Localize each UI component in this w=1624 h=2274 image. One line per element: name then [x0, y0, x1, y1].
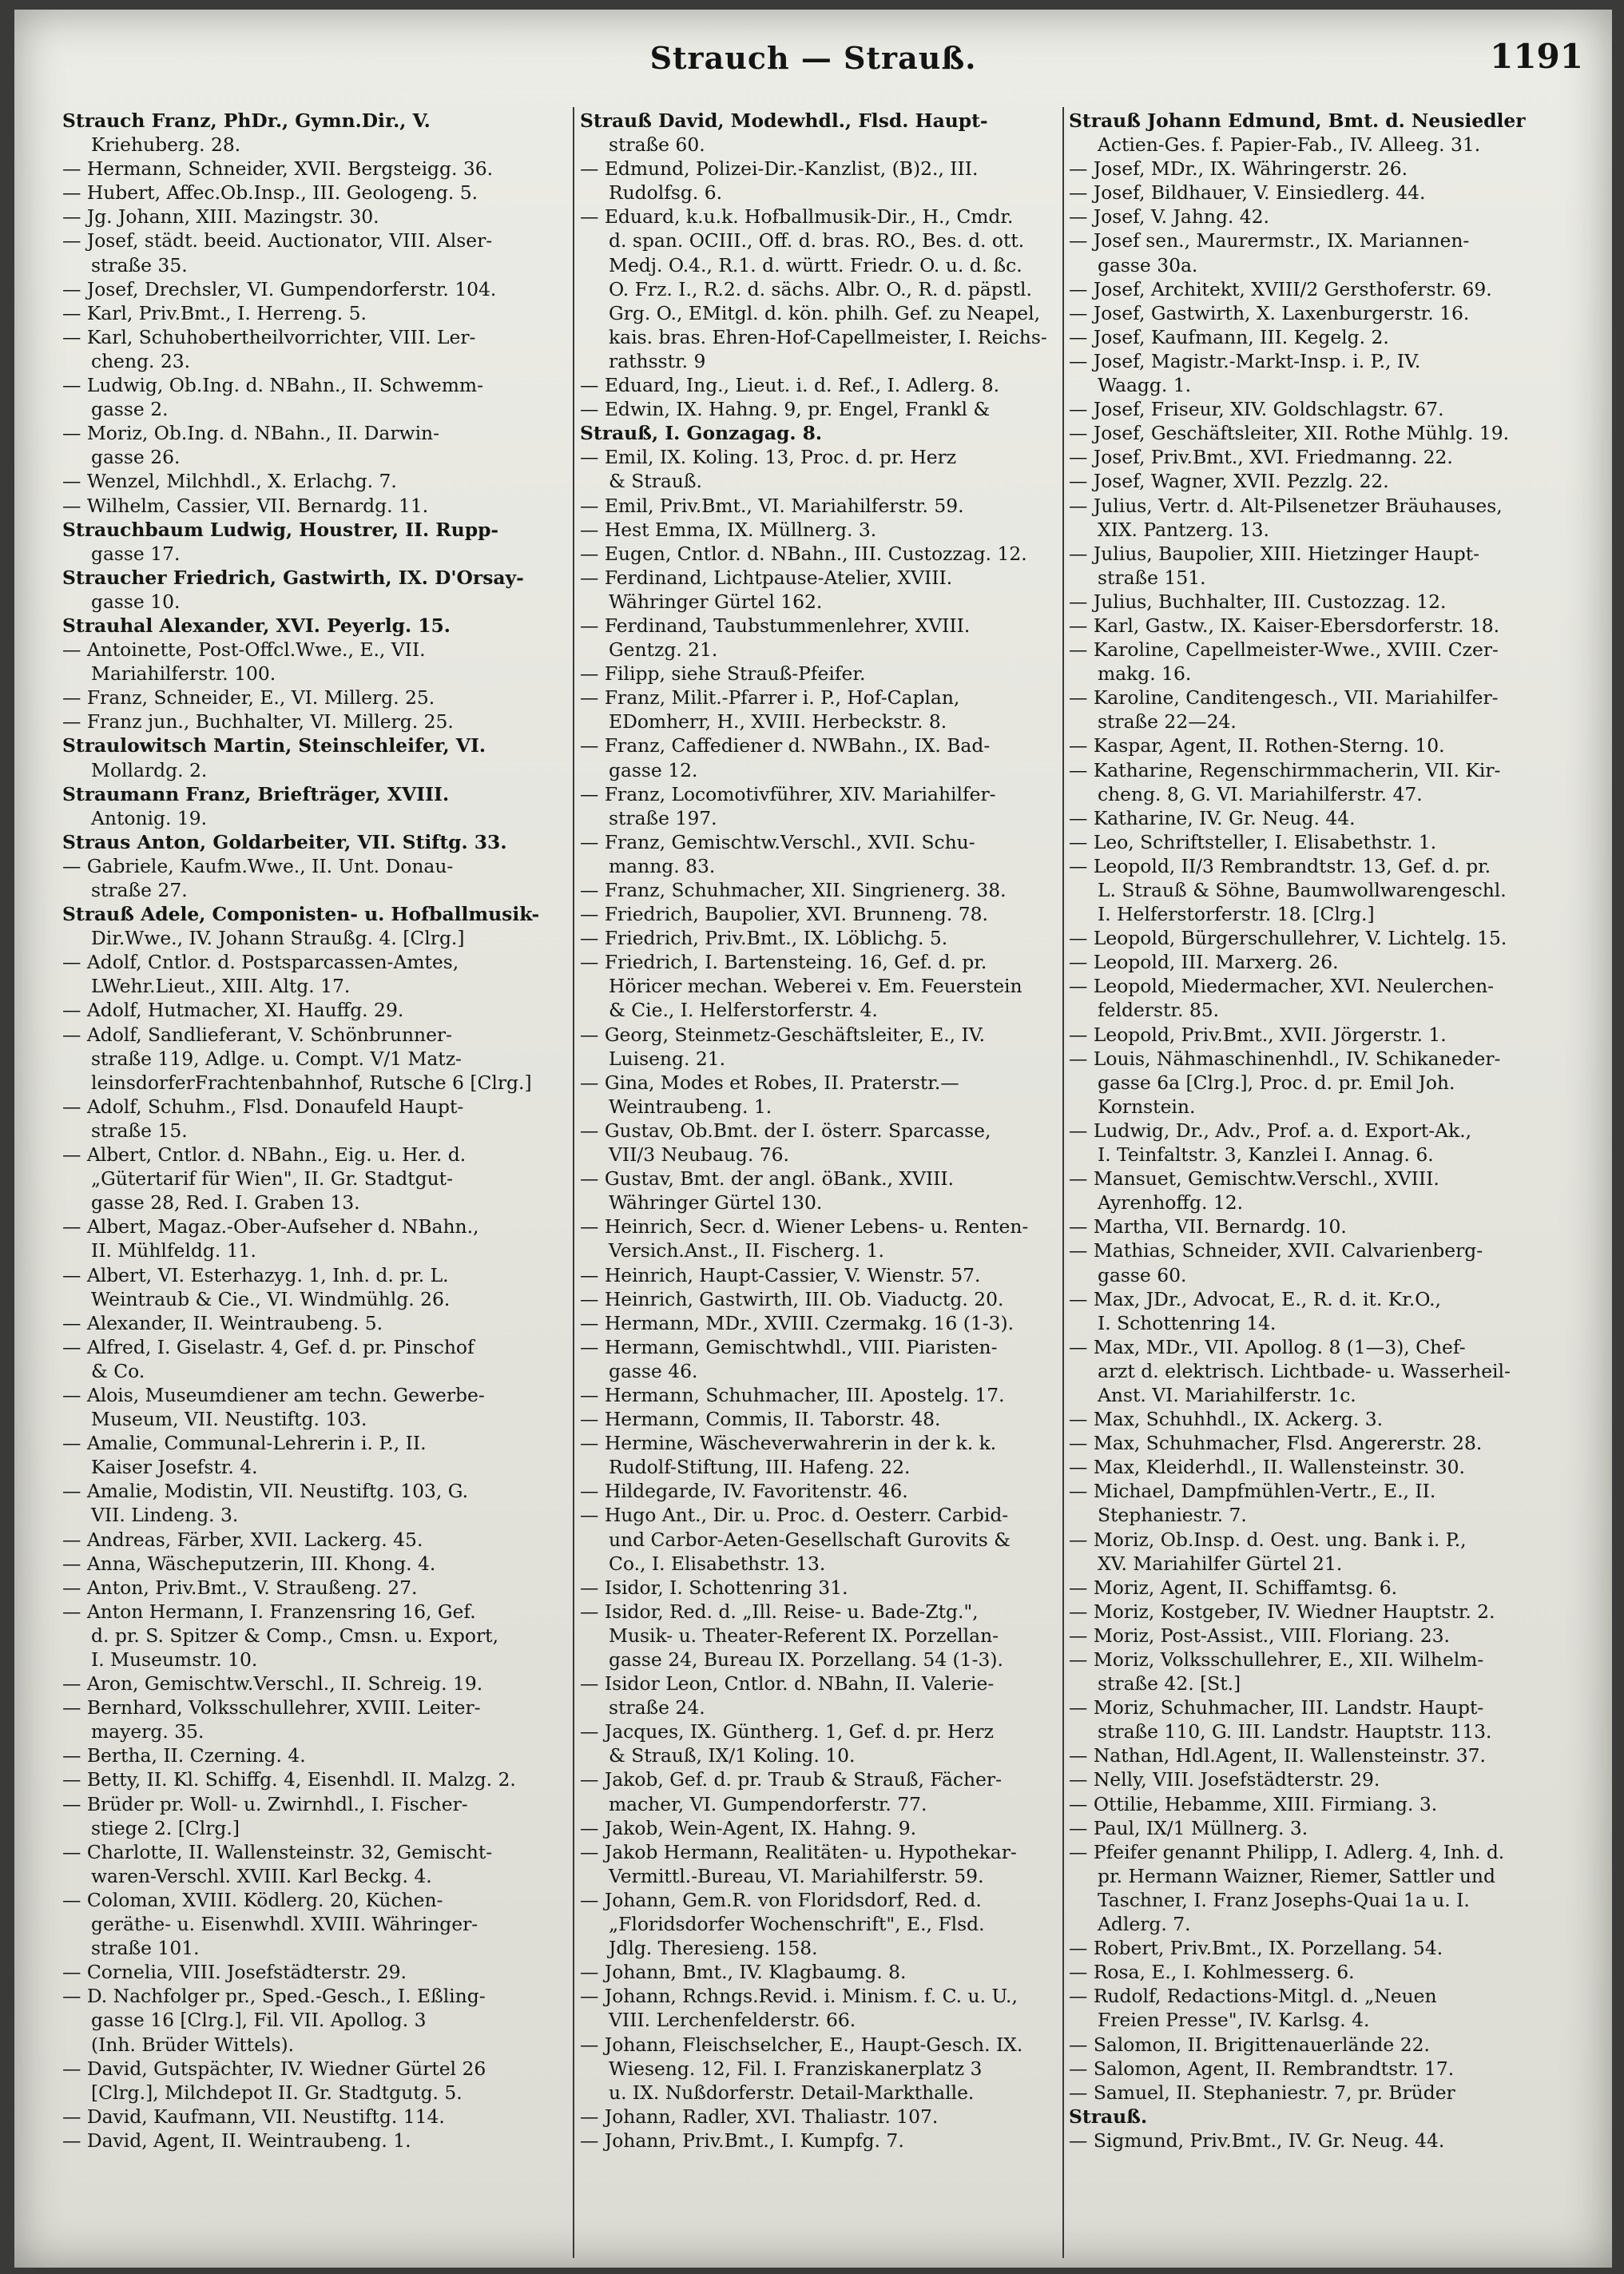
directory-line: EDomherr, H., XVIII. Herbeckstr. 8. — [609, 710, 947, 733]
directory-line: — Eduard, Ing., Lieut. i. d. Ref., I. Adlerg. 8. — [580, 374, 1000, 397]
directory-line: — Betty, II. Kl. Schiffg. 4, Eisenhdl. II. Malzg. 2. — [62, 1768, 516, 1791]
directory-line: gasse 2. — [91, 398, 169, 421]
directory-line: — Wilhelm, Cassier, VII. Bernardg. 11. — [62, 494, 429, 517]
directory-line: — Heinrich, Gastwirth, III. Ob. Viaductg. 20. — [580, 1287, 1004, 1310]
directory-line: — Edwin, IX. Hahng. 9, pr. Engel, Frankl & — [580, 398, 991, 421]
directory-line: — Katharine, Regenschirmmacherin, VII. Kir- — [1069, 758, 1501, 781]
directory-line: — Julius, Buchhalter, III. Custozzag. 12. — [1069, 590, 1447, 613]
directory-line: straße 119, Adlge. u. Compt. V/1 Matz- — [91, 1047, 462, 1070]
directory-line: — Leopold, Priv.Bmt., XVII. Jörgerstr. 1. — [1069, 1023, 1447, 1046]
directory-line: „Gütertarif für Wien", II. Gr. Stadtgut- — [91, 1167, 453, 1191]
directory-line: — Johann, Priv.Bmt., I. Kumpfg. 7. — [580, 2129, 904, 2152]
directory-line: Ayrenhoffg. 12. — [1098, 1191, 1244, 1215]
directory-line: Grg. O., EMitgl. d. kön. philh. Gef. zu Neapel, — [609, 301, 1041, 324]
directory-line: — Rosa, E., I. Kohlmesserg. 6. — [1069, 1961, 1355, 1984]
directory-line: — Bernhard, Volksschullehrer, XVIII. Leiter- — [62, 1696, 481, 1719]
directory-line: — Josef, Drechsler, VI. Gumpendorferstr. 104. — [62, 277, 497, 300]
directory-line: Strauß Johann Edmund, Bmt. d. Neusiedler — [1069, 109, 1526, 132]
directory-line: Antonig. 19. — [91, 806, 208, 829]
directory-line: Währinger Gürtel 130. — [609, 1191, 823, 1215]
directory-line: Strauhal Alexander, XVI. Peyerlg. 15. — [62, 614, 451, 637]
directory-line: — Gabriele, Kaufm.Wwe., II. Unt. Donau- — [62, 854, 454, 877]
directory-line: straße 15. — [91, 1119, 188, 1142]
directory-line: — Hermann, MDr., XVIII. Czermakg. 16 (1-3). — [580, 1311, 1015, 1334]
directory-line: — Nathan, Hdl.Agent, II. Wallensteinstr. 37. — [1069, 1744, 1486, 1767]
directory-line: straße 27. — [91, 879, 188, 901]
directory-line: waren-Verschl. XVIII. Karl Beckg. 4. — [91, 1864, 432, 1887]
directory-line: Kaiser Josefstr. 4. — [91, 1456, 258, 1479]
directory-line: geräthe- u. Eisenwhdl. XVIII. Währinger- — [91, 1913, 478, 1936]
directory-line: — Amalie, Communal-Lehrerin i. P., II. — [62, 1432, 427, 1455]
directory-line: Strauchbaum Ludwig, Houstrer, II. Rupp- — [62, 518, 499, 541]
directory-line: & Cie., I. Helferstorferstr. 4. — [609, 999, 878, 1022]
directory-line: — Josef, städt. beeid. Auctionator, VIII. Alser- — [62, 229, 493, 252]
directory-line: felderstr. 85. — [1098, 999, 1220, 1022]
directory-line: — Josef, Bildhauer, V. Einsiedlerg. 44. — [1069, 181, 1426, 205]
directory-line: cheng. 23. — [91, 349, 191, 372]
directory-line: und Carbor-Aeten-Gesellschaft Gurovits & — [609, 1528, 1011, 1551]
directory-line: — Amalie, Modistin, VII. Neustiftg. 103, G. — [62, 1480, 469, 1503]
directory-line: arzt d. elektrisch. Lichtbade- u. Wasserheil- — [1098, 1359, 1511, 1382]
directory-line: VIII. Lerchenfelderstr. 66. — [609, 2009, 856, 2032]
directory-line: — Isidor, I. Schottenring 31. — [580, 1576, 848, 1599]
directory-line: II. Mühlfeldg. 11. — [91, 1239, 256, 1262]
directory-line: — Josef, Priv.Bmt., XVI. Friedmanng. 22. — [1069, 446, 1453, 469]
directory-line: — Josef, Kaufmann, III. Kegelg. 2. — [1069, 325, 1389, 348]
directory-line: gasse 16 [Clrg.], Fil. VII. Apollog. 3 — [91, 2009, 427, 2032]
directory-line: — Adolf, Cntlor. d. Postsparcassen-Amtes, — [62, 951, 459, 974]
directory-line: Straulowitsch Martin, Steinschleifer, VI. — [62, 734, 486, 757]
directory-line: — Leopold, Miedermacher, XVI. Neulerchen- — [1069, 975, 1495, 998]
directory-line: manng. 83. — [609, 854, 716, 877]
directory-line: — Alfred, I. Giselastr. 4, Gef. d. pr. Pinschof — [62, 1335, 474, 1358]
directory-line: rathsstr. 9 — [609, 349, 706, 372]
directory-line: d. pr. S. Spitzer & Comp., Cmsn. u. Export, — [91, 1624, 499, 1647]
directory-page — [14, 10, 1612, 2268]
directory-line: Freien Presse", IV. Karlsg. 4. — [1098, 2009, 1370, 2032]
directory-line: [Clrg.], Milchdepot II. Gr. Stadtgutg. 5. — [91, 2081, 463, 2104]
directory-line: mayerg. 35. — [91, 1720, 204, 1743]
directory-line: Straumann Franz, Briefträger, XVIII. — [62, 782, 450, 805]
directory-line: I. Teinfaltstr. 3, Kanzlei I. Annag. 6. — [1098, 1143, 1434, 1167]
directory-line: — Jg. Johann, XIII. Mazingstr. 30. — [62, 205, 379, 229]
directory-line: Versich.Anst., II. Fischerg. 1. — [609, 1239, 884, 1262]
directory-line: Strauß David, Modewhdl., Flsd. Haupt- — [580, 109, 988, 132]
directory-line: — Antoinette, Post-Offcl.Wwe., E., VII. — [62, 638, 426, 662]
directory-line: — Franz, Locomotivführer, XIV. Mariahilfer- — [580, 782, 996, 805]
directory-line: Vermittl.-Bureau, VI. Mariahilferstr. 59. — [609, 1864, 984, 1887]
directory-line: pr. Hermann Waizner, Riemer, Sattler und — [1098, 1864, 1495, 1887]
directory-line: — Ottilie, Hebamme, XIII. Firmiang. 3. — [1069, 1792, 1438, 1815]
directory-line: — Isidor Leon, Cntlor. d. NBahn, II. Valerie- — [580, 1672, 995, 1696]
directory-line: straße 22—24. — [1098, 710, 1237, 733]
directory-line: — David, Agent, II. Weintraubeng. 1. — [62, 2129, 411, 2152]
directory-line: — Adolf, Sandlieferant, V. Schönbrunner- — [62, 1023, 453, 1046]
directory-line: — Friedrich, Priv.Bmt., IX. Löblichg. 5. — [580, 927, 948, 950]
directory-line: gasse 12. — [609, 758, 698, 781]
directory-line: — Julius, Baupolier, XIII. Hietzinger Haupt- — [1069, 542, 1480, 565]
directory-line: — Jakob Hermann, Realitäten- u. Hypothekar- — [580, 1840, 1017, 1863]
directory-line: — Moriz, Kostgeber, IV. Wiedner Hauptstr. 2. — [1069, 1600, 1495, 1623]
directory-line: kais. bras. Ehren-Hof-Capellmeister, I. Reichs- — [609, 325, 1047, 348]
directory-line: Stephaniestr. 7. — [1098, 1504, 1247, 1527]
directory-line: straße 151. — [1098, 566, 1206, 589]
directory-line: Mariahilferstr. 100. — [91, 662, 276, 686]
directory-line: XV. Mariahilfer Gürtel 21. — [1098, 1552, 1343, 1575]
directory-line: — Albert, VI. Esterhazyg. 1, Inh. d. pr. L. — [62, 1263, 449, 1286]
directory-line: makg. 16. — [1098, 662, 1192, 686]
directory-line: — Karl, Gastw., IX. Kaiser-Ebersdorferstr. 18. — [1069, 614, 1500, 637]
directory-line: — Josef, Wagner, XVII. Pezzlg. 22. — [1069, 470, 1389, 493]
directory-line: & Strauß, IX/1 Koling. 10. — [609, 1744, 856, 1767]
directory-line: Anst. VI. Mariahilferstr. 1c. — [1098, 1383, 1356, 1406]
directory-line: — Max, Schuhmacher, Flsd. Angererstr. 28. — [1069, 1432, 1483, 1455]
directory-line: — Max, Kleiderhdl., II. Wallensteinstr. 30. — [1069, 1456, 1465, 1479]
directory-line: Straucher Friedrich, Gastwirth, IX. D'Orsay- — [62, 566, 524, 589]
directory-line: gasse 26. — [91, 446, 181, 469]
directory-line: macher, VI. Gumpendorferstr. 77. — [609, 1792, 927, 1815]
directory-line: — Salomon, II. Brigittenauerlände 22. — [1069, 2033, 1430, 2056]
directory-line: — Johann, Rchngs.Revid. i. Minism. f. C. u. U., — [580, 1985, 1018, 2008]
directory-line: — Leopold, II/3 Rembrandtstr. 13, Gef. d. pr. — [1069, 854, 1491, 877]
directory-line: Waagg. 1. — [1098, 374, 1192, 397]
directory-line: — Emil, Priv.Bmt., VI. Mariahilferstr. 59. — [580, 494, 964, 517]
directory-line: — Anna, Wäscheputzerin, III. Khong. 4. — [62, 1552, 436, 1575]
directory-line: Museum, VII. Neustiftg. 103. — [91, 1408, 367, 1431]
directory-line: — Gustav, Bmt. der angl. öBank., XVIII. — [580, 1167, 955, 1191]
directory-line: — Hest Emma, IX. Müllnerg. 3. — [580, 518, 877, 541]
directory-line: — Max, JDr., Advocat, E., R. d. it. Kr.O., — [1069, 1287, 1441, 1310]
directory-line: & Strauß. — [609, 470, 702, 493]
directory-line: XIX. Pantzerg. 13. — [1098, 518, 1269, 541]
directory-line: — Leo, Schriftsteller, I. Elisabethstr. 1. — [1069, 830, 1437, 853]
directory-line: Höricer mechan. Weberei v. Em. Feuerstein — [609, 975, 1022, 998]
directory-line: — Brüder pr. Woll- u. Zwirnhdl., I. Fischer- — [62, 1792, 468, 1815]
directory-line: straße 101. — [91, 1937, 200, 1960]
directory-line: — Anton, Priv.Bmt., V. Straußeng. 27. — [62, 1576, 418, 1599]
directory-line: — Gustav, Ob.Bmt. der I. österr. Sparcasse, — [580, 1119, 991, 1142]
directory-line: — Eugen, Cntlor. d. NBahn., III. Custozzag. 12. — [580, 542, 1027, 565]
directory-line: — Franz, Schneider, E., VI. Millerg. 25. — [62, 686, 435, 710]
directory-line: & Co. — [91, 1359, 145, 1382]
directory-line: — Rudolf, Redactions-Mitgl. d. „Neuen — [1069, 1985, 1437, 2008]
directory-line: Rudolf-Stiftung, III. Hafeng. 22. — [609, 1456, 911, 1479]
directory-line: Mollardg. 2. — [91, 758, 208, 781]
directory-line: — Ludwig, Dr., Adv., Prof. a. d. Export-Ak., — [1069, 1119, 1472, 1142]
directory-line: — Isidor, Red. d. „Ill. Reise- u. Bade-Ztg.", — [580, 1600, 979, 1623]
directory-line: Jdlg. Theresieng. 158. — [609, 1937, 818, 1960]
directory-line: — Robert, Priv.Bmt., IX. Porzellang. 54. — [1069, 1937, 1443, 1960]
directory-line: — Johann, Gem.R. von Floridsdorf, Red. d. — [580, 1888, 982, 1911]
directory-line: gasse 6a [Clrg.], Proc. d. pr. Emil Joh. — [1098, 1071, 1455, 1094]
directory-line: Straus Anton, Goldarbeiter, VII. Stiftg. 33. — [62, 830, 507, 853]
directory-line: — Adolf, Schuhm., Flsd. Donaufeld Haupt- — [62, 1095, 464, 1118]
directory-line: — Edmund, Polizei-Dir.-Kanzlist, (B)2., III. — [580, 157, 979, 181]
directory-line: — Paul, IX/1 Müllnerg. 3. — [1069, 1816, 1308, 1839]
directory-line: — Jacques, IX. Güntherg. 1, Gef. d. pr. Herz — [580, 1720, 994, 1743]
directory-line: — Michael, Dampfmühlen-Vertr., E., II. — [1069, 1480, 1436, 1503]
directory-line: — Friedrich, Baupolier, XVI. Brunneng. 78. — [580, 903, 988, 926]
directory-line: Währinger Gürtel 162. — [609, 590, 823, 613]
directory-line: Strauch Franz, PhDr., Gymn.Dir., V. — [62, 109, 431, 132]
directory-line: — Katharine, IV. Gr. Neug. 44. — [1069, 806, 1356, 829]
directory-line: — David, Kaufmann, VII. Neustiftg. 114. — [62, 2105, 445, 2128]
directory-line: — David, Gutspächter, IV. Wiedner Gürtel 26 — [62, 2057, 486, 2080]
directory-line: — Andreas, Färber, XVII. Lackerg. 45. — [62, 1528, 423, 1551]
directory-line: gasse 28, Red. I. Graben 13. — [91, 1191, 360, 1215]
directory-line: gasse 24, Bureau IX. Porzellang. 54 (1-3). — [609, 1648, 1003, 1671]
directory-line: (Inh. Brüder Wittels). — [91, 2033, 295, 2056]
directory-line: — Hildegarde, IV. Favoritenstr. 46. — [580, 1480, 908, 1503]
page-title: Strauch — Strauß. — [649, 40, 977, 76]
page-number: 1191 — [1490, 37, 1583, 76]
directory-line: — Josef, Friseur, XIV. Goldschlagstr. 67. — [1069, 398, 1444, 421]
directory-line: — Franz, Milit.-Pfarrer i. P., Hof-Caplan, — [580, 686, 960, 710]
directory-line: — Cornelia, VIII. Josefstädterstr. 29. — [62, 1961, 407, 1984]
directory-line: — Hermann, Commis, II. Taborstr. 48. — [580, 1408, 941, 1431]
directory-line: Adlerg. 7. — [1098, 1913, 1191, 1936]
directory-line: Medj. O.4., R.1. d. württ. Friedr. O. u. d. ßc. — [609, 253, 1022, 276]
directory-line: — Hermann, Gemischtwhdl., VIII. Piaristen- — [580, 1335, 998, 1358]
column-divider — [573, 107, 574, 2258]
directory-line: Wieseng. 12, Fil. I. Franziskanerplatz 3 — [609, 2057, 983, 2080]
directory-line: — Aron, Gemischtw.Verschl., II. Schreig. 19. — [62, 1672, 483, 1696]
directory-line: — Johann, Bmt., IV. Klagbaumg. 8. — [580, 1961, 907, 1984]
directory-line: gasse 17. — [91, 542, 181, 565]
directory-line: gasse 60. — [1098, 1263, 1187, 1286]
directory-line: I. Helferstorferstr. 18. [Clrg.] — [1098, 903, 1375, 926]
directory-line: — Franz, Schuhmacher, XII. Singrienerg. 38. — [580, 879, 1007, 901]
directory-line: — Ludwig, Ob.Ing. d. NBahn., II. Schwemm- — [62, 374, 484, 397]
directory-line: — Martha, VII. Bernardg. 10. — [1069, 1215, 1347, 1238]
directory-line: Co., I. Elisabethstr. 13. — [609, 1552, 826, 1575]
directory-line: — Hugo Ant., Dir. u. Proc. d. Oesterr. Carbid- — [580, 1504, 1009, 1527]
directory-line: leinsdorferFrachtenbahnhof, Rutsche 6 [Clrg.] — [91, 1071, 532, 1094]
directory-line: Kriehuberg. 28. — [91, 133, 241, 157]
directory-line: — Hermann, Schuhmacher, III. Apostelg. 17. — [580, 1383, 1005, 1406]
directory-line: — Alois, Museumdiener am techn. Gewerbe- — [62, 1383, 485, 1406]
directory-line: — Gina, Modes et Robes, II. Praterstr.— — [580, 1071, 959, 1094]
directory-line: Dir.Wwe., IV. Johann Straußg. 4. [Clrg.] — [91, 927, 465, 950]
directory-line: — Ferdinand, Taubstummenlehrer, XVIII. — [580, 614, 971, 637]
directory-line: — Albert, Cntlor. d. NBahn., Eig. u. Her. d. — [62, 1143, 467, 1167]
directory-line: — Nelly, VIII. Josefstädterstr. 29. — [1069, 1768, 1380, 1791]
directory-line: Actien-Ges. f. Papier-Fab., IV. Alleeg. 31. — [1098, 133, 1481, 157]
directory-line: — Emil, IX. Koling. 13, Proc. d. pr. Herz — [580, 446, 957, 469]
directory-line: — Moriz, Volksschullehrer, E., XII. Wilhelm- — [1069, 1648, 1484, 1671]
directory-line: — Jakob, Gef. d. pr. Traub & Strauß, Fächer- — [580, 1768, 1003, 1791]
directory-line: — Karl, Schuhobertheilvorrichter, VIII. Ler- — [62, 325, 476, 348]
directory-line: straße 24. — [609, 1696, 705, 1719]
directory-line: Gentzg. 21. — [609, 638, 718, 662]
directory-line: — Johann, Fleischselcher, E., Haupt-Gesch. IX. — [580, 2033, 1023, 2056]
directory-line: — D. Nachfolger pr., Sped.-Gesch., I. Eßling- — [62, 1985, 486, 2008]
directory-line: — Moriz, Ob.Insp. d. Oest. ung. Bank i. P., — [1069, 1528, 1467, 1551]
directory-line: — Salomon, Agent, II. Rembrandtstr. 17. — [1069, 2057, 1455, 2080]
directory-line: — Johann, Radler, XVI. Thaliastr. 107. — [580, 2105, 939, 2128]
directory-line: cheng. 8, G. VI. Mariahilferstr. 47. — [1098, 782, 1423, 805]
directory-line: Taschner, I. Franz Josephs-Quai 1a u. I. — [1098, 1888, 1470, 1911]
directory-line: — Max, MDr., VII. Apollog. 8 (1—3), Chef- — [1069, 1335, 1466, 1358]
directory-line: — Alexander, II. Weintraubeng. 5. — [62, 1311, 383, 1334]
column-left — [62, 109, 567, 2258]
directory-line: straße 197. — [609, 806, 717, 829]
directory-line: — Moriz, Ob.Ing. d. NBahn., II. Darwin- — [62, 422, 440, 445]
directory-line: — Jakob, Wein-Agent, IX. Hahng. 9. — [580, 1816, 917, 1839]
directory-line: — Kaspar, Agent, II. Rothen-Sterng. 10. — [1069, 734, 1445, 757]
directory-line: — Coloman, XVIII. Ködlerg. 20, Küchen- — [62, 1888, 443, 1911]
directory-line: Strauß. — [1069, 2105, 1148, 2128]
directory-line: — Filipp, siehe Strauß-Pfeifer. — [580, 662, 866, 686]
directory-line: — Albert, Magaz.-Ober-Aufseher d. NBahn., — [62, 1215, 479, 1238]
directory-line: — Hermann, Schneider, XVII. Bergsteigg. 36. — [62, 157, 494, 181]
directory-line: — Wenzel, Milchhdl., X. Erlachg. 7. — [62, 470, 397, 493]
directory-line: — Heinrich, Haupt-Cassier, V. Wienstr. 57. — [580, 1263, 981, 1286]
directory-line: — Josef, Magistr.-Markt-Insp. i. P., IV. — [1069, 349, 1421, 372]
directory-line: — Josef sen., Maurermstr., IX. Mariannen- — [1069, 229, 1470, 252]
directory-line: — Franz, Gemischtw.Verschl., XVII. Schu- — [580, 830, 975, 853]
directory-line: — Anton Hermann, I. Franzensring 16, Gef. — [62, 1600, 476, 1623]
directory-line: „Floridsdorfer Wochenschrift", E., Flsd. — [609, 1913, 985, 1936]
directory-line: gasse 10. — [91, 590, 181, 613]
directory-line: — Max, Schuhhdl., IX. Ackerg. 3. — [1069, 1408, 1384, 1431]
directory-line: — Georg, Steinmetz-Geschäftsleiter, E., IV. — [580, 1023, 986, 1046]
directory-line: LWehr.Lieut., XIII. Altg. 17. — [91, 975, 351, 998]
directory-line: — Hermine, Wäscheverwahrerin in der k. k. — [580, 1432, 997, 1455]
column-divider — [1062, 107, 1064, 2258]
directory-line: Luiseng. 21. — [609, 1047, 726, 1070]
directory-line: — Karl, Priv.Bmt., I. Herreng. 5. — [62, 301, 367, 324]
directory-line: L. Strauß & Söhne, Baumwollwarengeschl. — [1098, 879, 1507, 901]
directory-line: O. Frz. I., R.2. d. sächs. Albr. O., R. d. päpstl. — [609, 277, 1032, 300]
directory-line: d. span. OCIII., Off. d. bras. RO., Bes. d. ott. — [609, 229, 1025, 252]
directory-line: — Friedrich, I. Bartensteing. 16, Gef. d. pr. — [580, 951, 987, 974]
directory-line: — Heinrich, Secr. d. Wiener Lebens- u. Renten- — [580, 1215, 1029, 1238]
directory-line: Strauß, I. Gonzagag. 8. — [580, 422, 823, 445]
directory-line: — Adolf, Hutmacher, XI. Hauffg. 29. — [62, 999, 404, 1022]
directory-line: I. Schottenring 14. — [1098, 1311, 1277, 1334]
directory-line: — Moriz, Agent, II. Schiffamtsg. 6. — [1069, 1576, 1398, 1599]
directory-line: — Sigmund, Priv.Bmt., IV. Gr. Neug. 44. — [1069, 2129, 1445, 2152]
directory-line: Weintraub & Cie., VI. Windmühlg. 26. — [91, 1287, 451, 1310]
directory-line: straße 60. — [609, 133, 705, 157]
directory-line: Musik- u. Theater-Referent IX. Porzellan- — [609, 1624, 999, 1647]
directory-line: — Josef, MDr., IX. Währingerstr. 26. — [1069, 157, 1408, 181]
directory-line: VII/3 Neubaug. 76. — [609, 1143, 789, 1167]
directory-line: — Franz, Caffediener d. NWBahn., IX. Bad- — [580, 734, 991, 757]
directory-line: — Julius, Vertr. d. Alt-Pilsenetzer Bräuhauses, — [1069, 494, 1503, 517]
directory-line: Weintraubeng. 1. — [609, 1095, 772, 1118]
column-right — [1069, 109, 1588, 2258]
directory-line: — Leopold, III. Marxerg. 26. — [1069, 951, 1339, 974]
directory-line: straße 42. [St.] — [1098, 1672, 1241, 1696]
directory-line: — Mansuet, Gemischtw.Verschl., XVIII. — [1069, 1167, 1439, 1191]
directory-line: gasse 46. — [609, 1359, 698, 1382]
directory-line: — Eduard, k.u.k. Hofballmusik-Dir., H., Cmdr. — [580, 205, 1014, 229]
directory-line: — Josef, V. Jahng. 42. — [1069, 205, 1269, 229]
directory-line: Kornstein. — [1098, 1095, 1196, 1118]
directory-line: — Mathias, Schneider, XVII. Calvarienberg- — [1069, 1239, 1483, 1262]
directory-line: Strauß Adele, Componisten- u. Hofballmusik- — [62, 903, 540, 926]
directory-line: — Leopold, Bürgerschullehrer, V. Lichtelg. 15. — [1069, 927, 1507, 950]
directory-line: — Josef, Geschäftsleiter, XII. Rothe Mühlg. 19. — [1069, 422, 1510, 445]
directory-line: straße 35. — [91, 253, 188, 276]
directory-line: stiege 2. [Clrg.] — [91, 1816, 240, 1839]
directory-line: — Samuel, II. Stephaniestr. 7, pr. Brüder — [1069, 2081, 1455, 2104]
directory-line: — Ferdinand, Lichtpause-Atelier, XVIII. — [580, 566, 953, 589]
directory-line: — Josef, Architekt, XVIII/2 Gersthoferstr. 69. — [1069, 277, 1492, 300]
directory-line: u. IX. Nußdorferstr. Detail-Markthalle. — [609, 2081, 975, 2104]
directory-line: Rudolfsg. 6. — [609, 181, 723, 205]
directory-line: — Karoline, Capellmeister-Wwe., XVIII. Czer- — [1069, 638, 1499, 662]
directory-line: VII. Lindeng. 3. — [91, 1504, 239, 1527]
directory-line: — Charlotte, II. Wallensteinstr. 32, Gemischt- — [62, 1840, 493, 1863]
directory-line: — Moriz, Post-Assist., VIII. Floriang. 23. — [1069, 1624, 1450, 1647]
column-middle — [580, 109, 1056, 2258]
directory-line: — Louis, Nähmaschinenhdl., IV. Schikaneder- — [1069, 1047, 1501, 1070]
directory-line: — Moriz, Schuhmacher, III. Landstr. Haupt- — [1069, 1696, 1484, 1719]
directory-line: straße 110, G. III. Landstr. Hauptstr. 113. — [1098, 1720, 1492, 1743]
directory-line: — Pfeifer genannt Philipp, I. Adlerg. 4, Inh. d. — [1069, 1840, 1505, 1863]
directory-line: I. Museumstr. 10. — [91, 1648, 258, 1671]
directory-line: — Josef, Gastwirth, X. Laxenburgerstr. 16. — [1069, 301, 1470, 324]
directory-line: — Franz jun., Buchhalter, VI. Millerg. 25. — [62, 710, 454, 733]
directory-line: — Hubert, Affec.Ob.Insp., III. Geologeng. 5. — [62, 181, 478, 205]
directory-line: — Bertha, II. Czerning. 4. — [62, 1744, 306, 1767]
directory-line: gasse 30a. — [1098, 253, 1198, 276]
directory-line: — Karoline, Canditengesch., VII. Mariahilfer- — [1069, 686, 1499, 710]
